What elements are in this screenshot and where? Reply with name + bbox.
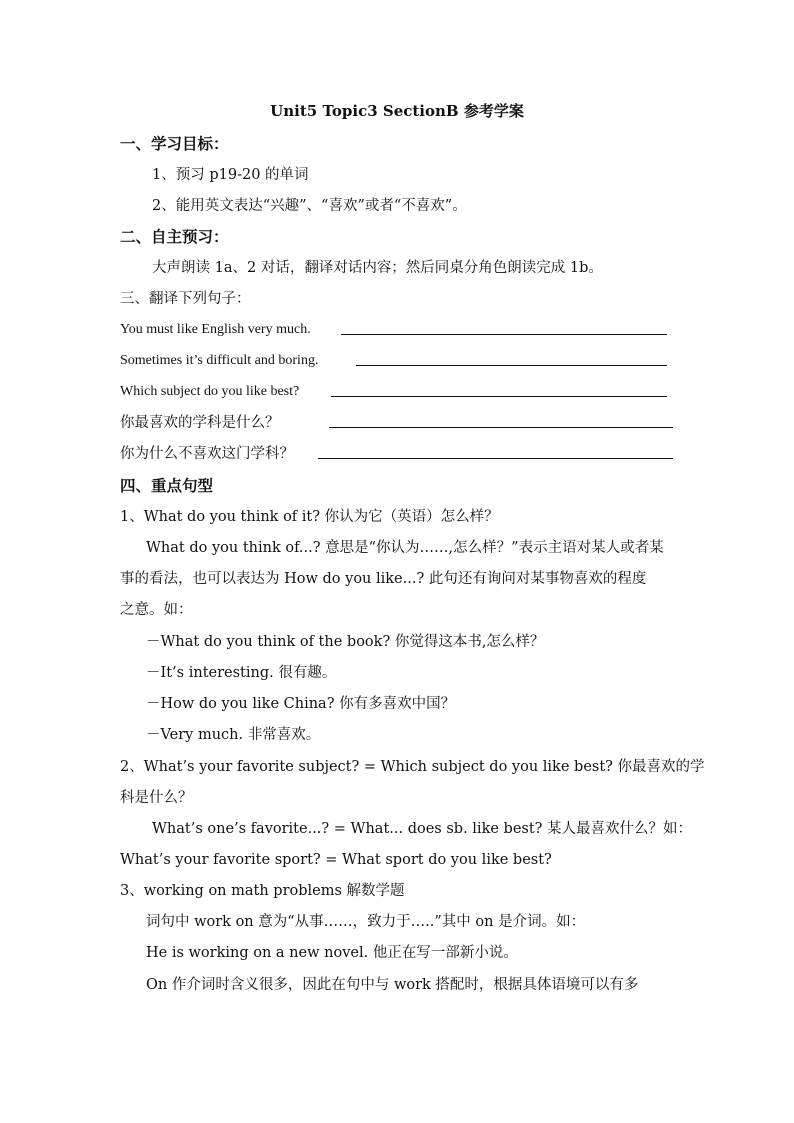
key-3-paragraph-line-2: He is working on a new novel. 他正在写一部新小说。	[146, 945, 518, 961]
translate-sentence-1: You must like English very much.	[120, 322, 311, 337]
preview-text: 大声朗读 1a、2 对话，翻译对话内容；然后同桌分角色朗读完成 1b。	[152, 260, 603, 276]
key-3-title: 3、working on math problems 解数学题	[120, 883, 405, 899]
key-1-paragraph-line-3: 之意。如：	[120, 602, 193, 618]
answer-line-5	[318, 444, 673, 465]
key-1-paragraph-line-2: 事的看法，也可以表达为 How do you like...? 此句还有询问对某事物喜欢的程度	[120, 571, 647, 587]
key-3-paragraph-line-3: On 作介词时含义很多，因此在句中与 work 搭配时，根据具体语境可以有多	[146, 977, 639, 993]
key-2-paragraph-line-1: What’s one’s favorite...? = What... does sb. like best? 某人最喜欢什么？如：	[152, 821, 693, 837]
goal-item-1: 1、预习 p19-20 的单词	[152, 167, 309, 183]
key-1-dialogue-1: －What do you think of the book? 你觉得这本书,怎么样？	[146, 634, 545, 650]
page-title: Unit5 Topic3 SectionB 参考学案	[270, 102, 524, 120]
preview-heading: 二、自主预习：	[120, 227, 229, 246]
key-3-paragraph-line-1: 词句中 work on 意为“从事……，致力于…..”其中 on 是介词。如：	[146, 914, 586, 930]
answer-line-4	[329, 413, 673, 434]
translate-heading: 三、翻译下列句子：	[120, 291, 251, 307]
goal-item-2: 2、能用英文表达“兴趣”、“喜欢”或者“不喜欢”。	[152, 198, 467, 214]
key-1-dialogue-3: －How do you like China? 你有多喜欢中国？	[146, 696, 456, 712]
key-1-paragraph-line-1: What do you think of...? 意思是“你认为……,怎么样？”表示主语对某人或者某	[146, 540, 664, 556]
answer-line-3	[331, 382, 667, 403]
key-1-dialogue-2: －It’s interesting. 很有趣。	[146, 665, 337, 681]
key-1-title: 1、What do you think of it? 你认为它（英语）怎么样？	[120, 509, 499, 525]
key-2-paragraph-line-2: What’s your favorite sport? = What sport do you like best?	[120, 852, 552, 868]
translate-sentence-4: 你最喜欢的学科是什么？	[120, 415, 280, 431]
translate-sentence-5: 你为什么不喜欢这门学科？	[120, 446, 294, 462]
key-2-title-line-1: 2、What’s your favorite subject? = Which subject do you like best? 你最喜欢的学	[120, 759, 705, 775]
translate-sentence-3: Which subject do you like best?	[120, 384, 300, 399]
goals-heading: 一、学习目标：	[120, 134, 229, 153]
translate-sentence-2: Sometimes it’s difficult and boring.	[120, 353, 319, 368]
answer-line-1	[341, 320, 667, 341]
key-sentences-heading: 四、重点句型	[120, 476, 214, 495]
answer-line-2	[356, 351, 667, 372]
key-2-title-line-2: 科是什么？	[120, 790, 193, 806]
key-1-dialogue-4: －Very much. 非常喜欢。	[146, 727, 321, 743]
